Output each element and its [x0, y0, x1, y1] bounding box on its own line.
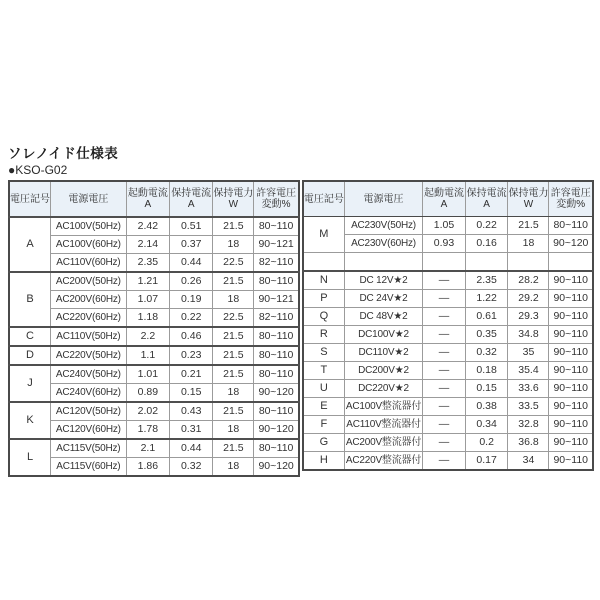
cell-voltage-range: 90~110	[549, 434, 593, 452]
cell-supply-voltage: AC230V(50Hz)	[344, 217, 422, 235]
cell-holding-current: 0.35	[465, 326, 508, 344]
cell-voltage-symbol: F	[303, 416, 345, 434]
cell-holding-power: 34.8	[508, 326, 549, 344]
cell-holding-current: 0.17	[465, 452, 508, 471]
cell-holding-power: 18	[213, 236, 254, 254]
cell-holding-current: 0.22	[170, 309, 213, 328]
table-header	[9, 181, 299, 217]
spec-tables	[8, 180, 594, 477]
cell-voltage-range: 90~110	[549, 326, 593, 344]
model-label: ●KSO-G02	[8, 162, 68, 177]
cell-supply-voltage: AC120V(60Hz)	[51, 421, 127, 440]
cell-voltage-range	[549, 253, 593, 272]
cell-voltage-symbol: N	[303, 271, 345, 290]
cell-voltage-symbol: L	[9, 439, 51, 476]
cell-holding-power: 21.5	[213, 365, 254, 384]
cell-inrush-current: 2.14	[126, 236, 169, 254]
cell-holding-current: 0.26	[170, 272, 213, 291]
cell-holding-current: 1.22	[465, 290, 508, 308]
cell-supply-voltage: DC200V★2	[344, 362, 422, 380]
cell-holding-current: 0.16	[465, 235, 508, 253]
cell-voltage-range: 80~110	[549, 217, 593, 235]
table-row	[9, 384, 299, 403]
cell-holding-power: 29.3	[508, 308, 549, 326]
table-header	[303, 181, 593, 217]
cell-supply-voltage: DC110V★2	[344, 344, 422, 362]
cell-inrush-current: —	[423, 398, 466, 416]
cell-holding-power: 18	[213, 421, 254, 440]
cell-holding-power	[508, 253, 549, 272]
cell-voltage-range: 90~120	[254, 421, 299, 440]
table-row	[303, 271, 593, 290]
col-header-0: 電圧記号	[303, 181, 345, 217]
cell-inrush-current: 1.78	[126, 421, 169, 440]
col-header-2: 起動電流 A	[126, 181, 169, 217]
table-row	[9, 402, 299, 421]
cell-holding-current: 0.61	[465, 308, 508, 326]
table-row	[9, 421, 299, 440]
cell-inrush-current: 0.93	[423, 235, 466, 253]
cell-inrush-current: —	[423, 308, 466, 326]
cell-holding-power: 21.5	[213, 272, 254, 291]
cell-supply-voltage: AC110V(50Hz)	[51, 327, 127, 346]
cell-supply-voltage: AC200V(60Hz)	[51, 291, 127, 309]
cell-holding-power: 21.5	[213, 327, 254, 346]
cell-inrush-current: 1.21	[126, 272, 169, 291]
cell-voltage-range: 90~110	[549, 344, 593, 362]
table-row	[303, 308, 593, 326]
cell-inrush-current: —	[423, 344, 466, 362]
cell-supply-voltage: AC100V(60Hz)	[51, 236, 127, 254]
cell-holding-current: 0.32	[170, 458, 213, 477]
table-row	[9, 439, 299, 458]
table-row	[9, 217, 299, 236]
cell-holding-current: 0.19	[170, 291, 213, 309]
cell-voltage-range: 90~120	[549, 235, 593, 253]
cell-voltage-range: 90~110	[549, 362, 593, 380]
cell-holding-power: 21.5	[213, 346, 254, 365]
cell-supply-voltage: AC200V(50Hz)	[51, 272, 127, 291]
cell-holding-current: 0.2	[465, 434, 508, 452]
cell-holding-power: 22.5	[213, 309, 254, 328]
cell-inrush-current: 2.1	[126, 439, 169, 458]
cell-supply-voltage: AC100V整流器付	[344, 398, 422, 416]
cell-supply-voltage: AC115V(50Hz)	[51, 439, 127, 458]
cell-supply-voltage: AC240V(60Hz)	[51, 384, 127, 403]
table-row	[303, 326, 593, 344]
cell-holding-power: 21.5	[508, 217, 549, 235]
cell-holding-power: 18	[213, 458, 254, 477]
cell-supply-voltage: DC 24V★2	[344, 290, 422, 308]
cell-voltage-range: 90~110	[549, 271, 593, 290]
cell-voltage-symbol: D	[9, 346, 51, 365]
cell-voltage-range: 80~110	[254, 402, 299, 421]
cell-holding-current: 0.46	[170, 327, 213, 346]
cell-supply-voltage: AC115V(60Hz)	[51, 458, 127, 477]
cell-inrush-current: —	[423, 271, 466, 290]
cell-holding-current: 0.31	[170, 421, 213, 440]
cell-holding-current: 0.15	[465, 380, 508, 398]
col-header-0: 電圧記号	[9, 181, 51, 217]
table-row	[9, 458, 299, 477]
col-header-1: 電源電圧	[344, 181, 422, 217]
cell-voltage-range: 80~110	[254, 346, 299, 365]
cell-inrush-current: 1.18	[126, 309, 169, 328]
cell-inrush-current: —	[423, 290, 466, 308]
page-title: ソレノイド仕様表	[8, 146, 119, 161]
cell-holding-current: 0.34	[465, 416, 508, 434]
cell-supply-voltage: AC220V(50Hz)	[51, 346, 127, 365]
table-row	[303, 235, 593, 253]
cell-holding-current: 0.15	[170, 384, 213, 403]
cell-inrush-current: 2.02	[126, 402, 169, 421]
cell-voltage-symbol: C	[9, 327, 51, 346]
cell-holding-power: 18	[213, 291, 254, 309]
cell-supply-voltage: AC220V(60Hz)	[51, 309, 127, 328]
cell-voltage-symbol: B	[9, 272, 51, 327]
table-row	[303, 398, 593, 416]
cell-holding-power: 32.8	[508, 416, 549, 434]
cell-holding-power: 28.2	[508, 271, 549, 290]
cell-holding-power: 36.8	[508, 434, 549, 452]
cell-voltage-range: 80~110	[254, 327, 299, 346]
spec-table-left	[8, 180, 300, 477]
cell-supply-voltage: DC220V★2	[344, 380, 422, 398]
cell-holding-current: 0.37	[170, 236, 213, 254]
cell-voltage-range: 90~110	[549, 380, 593, 398]
cell-voltage-symbol: H	[303, 452, 345, 471]
cell-voltage-symbol: K	[9, 402, 51, 439]
table-row	[9, 327, 299, 346]
col-header-2: 起動電流 A	[423, 181, 466, 217]
cell-voltage-range: 90~110	[549, 452, 593, 471]
cell-inrush-current	[423, 253, 466, 272]
cell-inrush-current: 1.01	[126, 365, 169, 384]
col-header-4: 保持電力 W	[213, 181, 254, 217]
cell-holding-current: 0.44	[170, 439, 213, 458]
cell-voltage-symbol: U	[303, 380, 345, 398]
cell-holding-current: 0.21	[170, 365, 213, 384]
cell-voltage-range: 82~110	[254, 309, 299, 328]
cell-voltage-symbol: S	[303, 344, 345, 362]
cell-supply-voltage: AC240V(50Hz)	[51, 365, 127, 384]
cell-supply-voltage: AC220V整流器付	[344, 452, 422, 471]
cell-inrush-current: —	[423, 434, 466, 452]
cell-inrush-current: 1.07	[126, 291, 169, 309]
cell-inrush-current: 2.35	[126, 254, 169, 273]
cell-holding-current: 0.43	[170, 402, 213, 421]
cell-supply-voltage: DC 12V★2	[344, 271, 422, 290]
table-row	[9, 365, 299, 384]
cell-voltage-range: 90~110	[549, 290, 593, 308]
table-row	[303, 434, 593, 452]
table-row	[303, 452, 593, 471]
cell-holding-current: 2.35	[465, 271, 508, 290]
cell-holding-power: 34	[508, 452, 549, 471]
cell-holding-power: 21.5	[213, 439, 254, 458]
cell-holding-power: 29.2	[508, 290, 549, 308]
cell-inrush-current: —	[423, 362, 466, 380]
cell-holding-current: 0.51	[170, 217, 213, 236]
table-row	[303, 380, 593, 398]
cell-holding-power: 21.5	[213, 402, 254, 421]
cell-holding-current: 0.22	[465, 217, 508, 235]
cell-inrush-current: —	[423, 380, 466, 398]
cell-holding-current: 0.23	[170, 346, 213, 365]
cell-supply-voltage	[344, 253, 422, 272]
col-header-3: 保持電流 A	[465, 181, 508, 217]
cell-voltage-range: 82~110	[254, 254, 299, 273]
cell-voltage-range: 90~121	[254, 236, 299, 254]
table-row	[9, 346, 299, 365]
cell-holding-current: 0.32	[465, 344, 508, 362]
cell-voltage-range: 80~110	[254, 365, 299, 384]
cell-inrush-current: —	[423, 452, 466, 471]
cell-holding-power: 22.5	[213, 254, 254, 273]
col-header-5: 許容電圧 変動%	[254, 181, 299, 217]
cell-voltage-symbol: Q	[303, 308, 345, 326]
cell-supply-voltage: DC100V★2	[344, 326, 422, 344]
cell-voltage-symbol: T	[303, 362, 345, 380]
cell-voltage-range: 80~110	[254, 272, 299, 291]
cell-voltage-symbol	[303, 253, 345, 272]
col-header-4: 保持電力 W	[508, 181, 549, 217]
cell-holding-power: 18	[508, 235, 549, 253]
cell-voltage-symbol: P	[303, 290, 345, 308]
cell-holding-power: 33.6	[508, 380, 549, 398]
col-header-1: 電源電圧	[51, 181, 127, 217]
spec-sheet	[8, 147, 594, 477]
cell-voltage-symbol: J	[9, 365, 51, 402]
spec-table-right	[302, 180, 594, 471]
cell-holding-current: 0.18	[465, 362, 508, 380]
cell-voltage-symbol: E	[303, 398, 345, 416]
cell-voltage-symbol: M	[303, 217, 345, 253]
cell-holding-current	[465, 253, 508, 272]
table-row	[303, 416, 593, 434]
cell-voltage-range: 80~110	[254, 439, 299, 458]
table-row	[303, 217, 593, 235]
cell-voltage-range: 90~110	[549, 398, 593, 416]
col-header-3: 保持電流 A	[170, 181, 213, 217]
cell-inrush-current: —	[423, 416, 466, 434]
table-row	[9, 291, 299, 309]
cell-inrush-current: 1.1	[126, 346, 169, 365]
cell-supply-voltage: AC110V(60Hz)	[51, 254, 127, 273]
cell-voltage-range: 90~121	[254, 291, 299, 309]
cell-inrush-current: 2.2	[126, 327, 169, 346]
cell-supply-voltage: AC200V整流器付	[344, 434, 422, 452]
table-row	[9, 254, 299, 273]
cell-inrush-current: 1.86	[126, 458, 169, 477]
cell-holding-power: 18	[213, 384, 254, 403]
table-row	[303, 362, 593, 380]
cell-voltage-symbol: A	[9, 217, 51, 272]
cell-voltage-range: 80~110	[254, 217, 299, 236]
cell-holding-power: 33.5	[508, 398, 549, 416]
cell-holding-current: 0.44	[170, 254, 213, 273]
cell-voltage-symbol: G	[303, 434, 345, 452]
cell-voltage-symbol: R	[303, 326, 345, 344]
table-row	[9, 272, 299, 291]
table-row	[303, 344, 593, 362]
cell-voltage-range: 90~120	[254, 458, 299, 477]
table-row	[9, 236, 299, 254]
cell-supply-voltage: DC 48V★2	[344, 308, 422, 326]
cell-supply-voltage: AC230V(60Hz)	[344, 235, 422, 253]
cell-inrush-current: 2.42	[126, 217, 169, 236]
cell-holding-power: 35	[508, 344, 549, 362]
cell-voltage-range: 90~120	[254, 384, 299, 403]
cell-voltage-range: 90~110	[549, 308, 593, 326]
table-row	[303, 290, 593, 308]
cell-inrush-current: 0.89	[126, 384, 169, 403]
cell-supply-voltage: AC110V整流器付	[344, 416, 422, 434]
cell-inrush-current: —	[423, 326, 466, 344]
cell-inrush-current: 1.05	[423, 217, 466, 235]
cell-holding-current: 0.38	[465, 398, 508, 416]
col-header-5: 許容電圧 変動%	[549, 181, 593, 217]
cell-supply-voltage: AC120V(50Hz)	[51, 402, 127, 421]
cell-holding-power: 35.4	[508, 362, 549, 380]
table-row	[303, 253, 593, 272]
table-row	[9, 309, 299, 328]
cell-supply-voltage: AC100V(50Hz)	[51, 217, 127, 236]
cell-holding-power: 21.5	[213, 217, 254, 236]
cell-voltage-range: 90~110	[549, 416, 593, 434]
